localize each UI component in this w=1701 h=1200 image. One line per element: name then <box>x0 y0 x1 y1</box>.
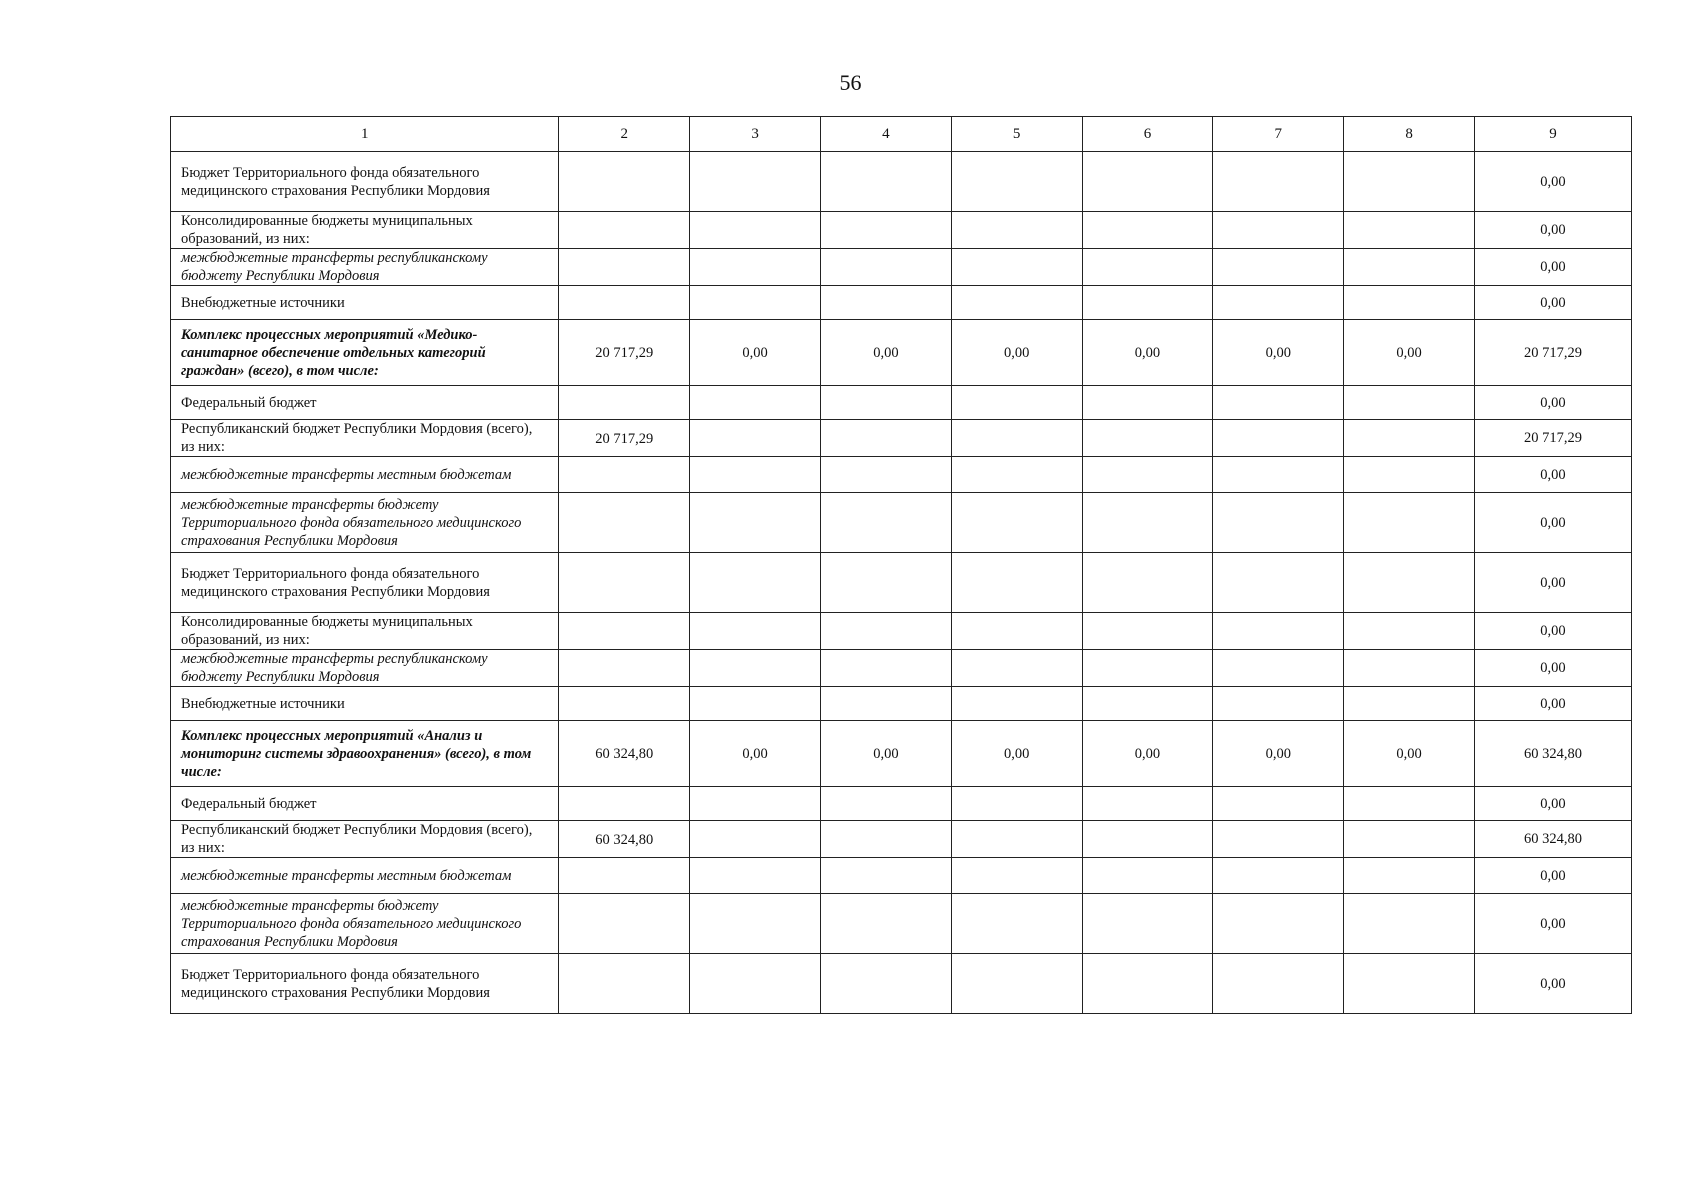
cell-col-9: 0,00 <box>1474 286 1631 320</box>
cell-col-4 <box>820 787 951 821</box>
cell-col-3 <box>690 152 821 212</box>
table-row <box>171 687 1632 721</box>
cell-col-7 <box>1213 687 1344 721</box>
cell-col-5 <box>951 249 1082 286</box>
cell-col-7: 0,00 <box>1213 721 1344 787</box>
column-header-8: 8 <box>1344 117 1475 152</box>
cell-col-8 <box>1344 212 1475 249</box>
cell-col-9: 0,00 <box>1474 954 1631 1014</box>
cell-col-3 <box>690 650 821 687</box>
cell-col-7 <box>1213 650 1344 687</box>
row-label: межбюджетные трансферты местным бюджетам <box>171 858 559 894</box>
cell-col-4 <box>820 457 951 493</box>
cell-col-8 <box>1344 420 1475 457</box>
cell-col-4 <box>820 894 951 954</box>
row-label: Внебюджетные источники <box>171 687 559 721</box>
cell-col-9: 0,00 <box>1474 386 1631 420</box>
cell-col-3 <box>690 687 821 721</box>
cell-col-9: 0,00 <box>1474 152 1631 212</box>
cell-col-5 <box>951 420 1082 457</box>
cell-col-6 <box>1082 858 1213 894</box>
cell-col-7: 0,00 <box>1213 320 1344 386</box>
cell-col-5 <box>951 613 1082 650</box>
cell-col-5 <box>951 687 1082 721</box>
cell-col-3 <box>690 286 821 320</box>
cell-col-7 <box>1213 286 1344 320</box>
cell-col-5 <box>951 894 1082 954</box>
table-row <box>171 286 1632 320</box>
cell-col-3: 0,00 <box>690 721 821 787</box>
cell-col-5 <box>951 457 1082 493</box>
column-header-5: 5 <box>951 117 1082 152</box>
cell-col-2 <box>559 687 690 721</box>
cell-col-7 <box>1213 420 1344 457</box>
cell-col-7 <box>1213 553 1344 613</box>
cell-col-2 <box>559 954 690 1014</box>
cell-col-4 <box>820 420 951 457</box>
budget-table <box>170 116 1632 1014</box>
cell-col-9: 0,00 <box>1474 687 1631 721</box>
cell-col-2: 20 717,29 <box>559 420 690 457</box>
cell-col-3 <box>690 212 821 249</box>
cell-col-6: 0,00 <box>1082 721 1213 787</box>
cell-col-6 <box>1082 212 1213 249</box>
table-row <box>171 386 1632 420</box>
column-header-9: 9 <box>1474 117 1631 152</box>
cell-col-6 <box>1082 821 1213 858</box>
cell-col-6 <box>1082 553 1213 613</box>
cell-col-6 <box>1082 386 1213 420</box>
row-label: Комплекс процессных мероприятий «Медико-санитарное обеспечение отдельных категорий граждан» (всего), в том числе: <box>171 320 559 386</box>
cell-col-2 <box>559 249 690 286</box>
table-row <box>171 613 1632 650</box>
cell-col-6 <box>1082 894 1213 954</box>
table-row <box>171 787 1632 821</box>
cell-col-6 <box>1082 613 1213 650</box>
cell-col-4 <box>820 386 951 420</box>
column-header-3: 3 <box>690 117 821 152</box>
cell-col-7 <box>1213 152 1344 212</box>
cell-col-5 <box>951 650 1082 687</box>
row-label: Комплекс процессных мероприятий «Анализ и мониторинг системы здравоохранения» (всего), в том числе: <box>171 721 559 787</box>
cell-col-2 <box>559 212 690 249</box>
cell-col-7 <box>1213 787 1344 821</box>
row-label: Консолидированные бюджеты муниципальных образований, из них: <box>171 212 559 249</box>
cell-col-2: 60 324,80 <box>559 821 690 858</box>
table-row <box>171 249 1632 286</box>
cell-col-2 <box>559 152 690 212</box>
cell-col-7 <box>1213 493 1344 553</box>
table-row <box>171 553 1632 613</box>
cell-col-4 <box>820 613 951 650</box>
cell-col-8 <box>1344 821 1475 858</box>
cell-col-6 <box>1082 687 1213 721</box>
cell-col-4 <box>820 954 951 1014</box>
cell-col-3 <box>690 821 821 858</box>
table-row <box>171 493 1632 553</box>
cell-col-7 <box>1213 954 1344 1014</box>
cell-col-3 <box>690 420 821 457</box>
cell-col-5 <box>951 954 1082 1014</box>
cell-col-8 <box>1344 858 1475 894</box>
cell-col-9: 0,00 <box>1474 650 1631 687</box>
cell-col-3: 0,00 <box>690 320 821 386</box>
cell-col-4 <box>820 152 951 212</box>
cell-col-9: 20 717,29 <box>1474 420 1631 457</box>
row-label: межбюджетные трансферты бюджету Территориального фонда обязательного медицинского страхования Республики Мордовия <box>171 493 559 553</box>
row-label: Федеральный бюджет <box>171 787 559 821</box>
cell-col-4 <box>820 687 951 721</box>
cell-col-8 <box>1344 894 1475 954</box>
cell-col-8 <box>1344 493 1475 553</box>
row-label: Федеральный бюджет <box>171 386 559 420</box>
cell-col-7 <box>1213 821 1344 858</box>
cell-col-9: 0,00 <box>1474 249 1631 286</box>
row-label: межбюджетные трансферты местным бюджетам <box>171 457 559 493</box>
column-header-6: 6 <box>1082 117 1213 152</box>
cell-col-3 <box>690 787 821 821</box>
cell-col-5 <box>951 286 1082 320</box>
cell-col-6 <box>1082 787 1213 821</box>
cell-col-7 <box>1213 894 1344 954</box>
cell-col-7 <box>1213 457 1344 493</box>
cell-col-3 <box>690 613 821 650</box>
table-row <box>171 152 1632 212</box>
row-label: Бюджет Территориального фонда обязательного медицинского страхования Республики Мордовия <box>171 553 559 613</box>
table-body <box>171 152 1632 1014</box>
cell-col-9: 0,00 <box>1474 858 1631 894</box>
cell-col-4 <box>820 212 951 249</box>
cell-col-5: 0,00 <box>951 320 1082 386</box>
cell-col-8 <box>1344 954 1475 1014</box>
cell-col-4: 0,00 <box>820 721 951 787</box>
cell-col-4 <box>820 249 951 286</box>
cell-col-2 <box>559 787 690 821</box>
row-label: Бюджет Территориального фонда обязательного медицинского страхования Республики Мордовия <box>171 954 559 1014</box>
row-label: Внебюджетные источники <box>171 286 559 320</box>
table-row <box>171 821 1632 858</box>
cell-col-4 <box>820 821 951 858</box>
cell-col-5 <box>951 493 1082 553</box>
table-row <box>171 858 1632 894</box>
page-number: 56 <box>839 70 862 95</box>
cell-col-6 <box>1082 152 1213 212</box>
cell-col-7 <box>1213 613 1344 650</box>
cell-col-3 <box>690 894 821 954</box>
cell-col-4 <box>820 858 951 894</box>
cell-col-4: 0,00 <box>820 320 951 386</box>
row-label: Республиканский бюджет Республики Мордовия (всего), из них: <box>171 420 559 457</box>
cell-col-4 <box>820 650 951 687</box>
cell-col-5 <box>951 821 1082 858</box>
table-row <box>171 894 1632 954</box>
table-row <box>171 721 1632 787</box>
cell-col-8 <box>1344 553 1475 613</box>
cell-col-9: 0,00 <box>1474 457 1631 493</box>
row-label: Бюджет Территориального фонда обязательного медицинского страхования Республики Мордовия <box>171 152 559 212</box>
cell-col-2: 60 324,80 <box>559 721 690 787</box>
cell-col-8 <box>1344 386 1475 420</box>
cell-col-9: 0,00 <box>1474 613 1631 650</box>
cell-col-8 <box>1344 687 1475 721</box>
cell-col-3 <box>690 249 821 286</box>
row-label: Республиканский бюджет Республики Мордовия (всего), из них: <box>171 821 559 858</box>
row-label: межбюджетные трансферты республиканскому бюджету Республики Мордовия <box>171 650 559 687</box>
cell-col-9: 0,00 <box>1474 787 1631 821</box>
cell-col-4 <box>820 493 951 553</box>
cell-col-6: 0,00 <box>1082 320 1213 386</box>
cell-col-3 <box>690 457 821 493</box>
row-label: Консолидированные бюджеты муниципальных образований, из них: <box>171 613 559 650</box>
cell-col-8 <box>1344 613 1475 650</box>
cell-col-9: 0,00 <box>1474 493 1631 553</box>
cell-col-6 <box>1082 954 1213 1014</box>
table-row <box>171 457 1632 493</box>
column-number-row <box>171 117 1632 152</box>
column-header-1: 1 <box>171 117 559 152</box>
cell-col-7 <box>1213 386 1344 420</box>
cell-col-2 <box>559 650 690 687</box>
column-header-4: 4 <box>820 117 951 152</box>
column-header-7: 7 <box>1213 117 1344 152</box>
cell-col-5 <box>951 787 1082 821</box>
cell-col-5 <box>951 152 1082 212</box>
cell-col-5 <box>951 386 1082 420</box>
cell-col-8 <box>1344 787 1475 821</box>
cell-col-4 <box>820 553 951 613</box>
cell-col-8: 0,00 <box>1344 320 1475 386</box>
row-label: межбюджетные трансферты бюджету Территориального фонда обязательного медицинского страхования Республики Мордовия <box>171 894 559 954</box>
cell-col-7 <box>1213 249 1344 286</box>
row-label: межбюджетные трансферты республиканскому бюджету Республики Мордовия <box>171 249 559 286</box>
cell-col-5 <box>951 553 1082 613</box>
table-row <box>171 420 1632 457</box>
cell-col-7 <box>1213 858 1344 894</box>
cell-col-5 <box>951 858 1082 894</box>
cell-col-9: 60 324,80 <box>1474 721 1631 787</box>
cell-col-5: 0,00 <box>951 721 1082 787</box>
cell-col-9: 20 717,29 <box>1474 320 1631 386</box>
cell-col-8: 0,00 <box>1344 721 1475 787</box>
cell-col-2 <box>559 457 690 493</box>
cell-col-3 <box>690 954 821 1014</box>
cell-col-2 <box>559 386 690 420</box>
cell-col-9: 0,00 <box>1474 553 1631 613</box>
table-row <box>171 650 1632 687</box>
cell-col-8 <box>1344 152 1475 212</box>
cell-col-9: 0,00 <box>1474 894 1631 954</box>
cell-col-6 <box>1082 286 1213 320</box>
column-header-2: 2 <box>559 117 690 152</box>
cell-col-2 <box>559 493 690 553</box>
cell-col-8 <box>1344 650 1475 687</box>
cell-col-3 <box>690 493 821 553</box>
cell-col-3 <box>690 386 821 420</box>
cell-col-6 <box>1082 457 1213 493</box>
cell-col-2 <box>559 286 690 320</box>
table-row <box>171 954 1632 1014</box>
cell-col-2 <box>559 613 690 650</box>
table-row <box>171 320 1632 386</box>
cell-col-2 <box>559 553 690 613</box>
cell-col-9: 60 324,80 <box>1474 821 1631 858</box>
table-row <box>171 212 1632 249</box>
cell-col-6 <box>1082 493 1213 553</box>
cell-col-2 <box>559 858 690 894</box>
cell-col-7 <box>1213 212 1344 249</box>
cell-col-3 <box>690 858 821 894</box>
cell-col-6 <box>1082 420 1213 457</box>
cell-col-9: 0,00 <box>1474 212 1631 249</box>
cell-col-3 <box>690 553 821 613</box>
cell-col-6 <box>1082 650 1213 687</box>
cell-col-4 <box>820 286 951 320</box>
cell-col-8 <box>1344 457 1475 493</box>
cell-col-2: 20 717,29 <box>559 320 690 386</box>
cell-col-8 <box>1344 249 1475 286</box>
cell-col-5 <box>951 212 1082 249</box>
cell-col-2 <box>559 894 690 954</box>
cell-col-8 <box>1344 286 1475 320</box>
cell-col-6 <box>1082 249 1213 286</box>
